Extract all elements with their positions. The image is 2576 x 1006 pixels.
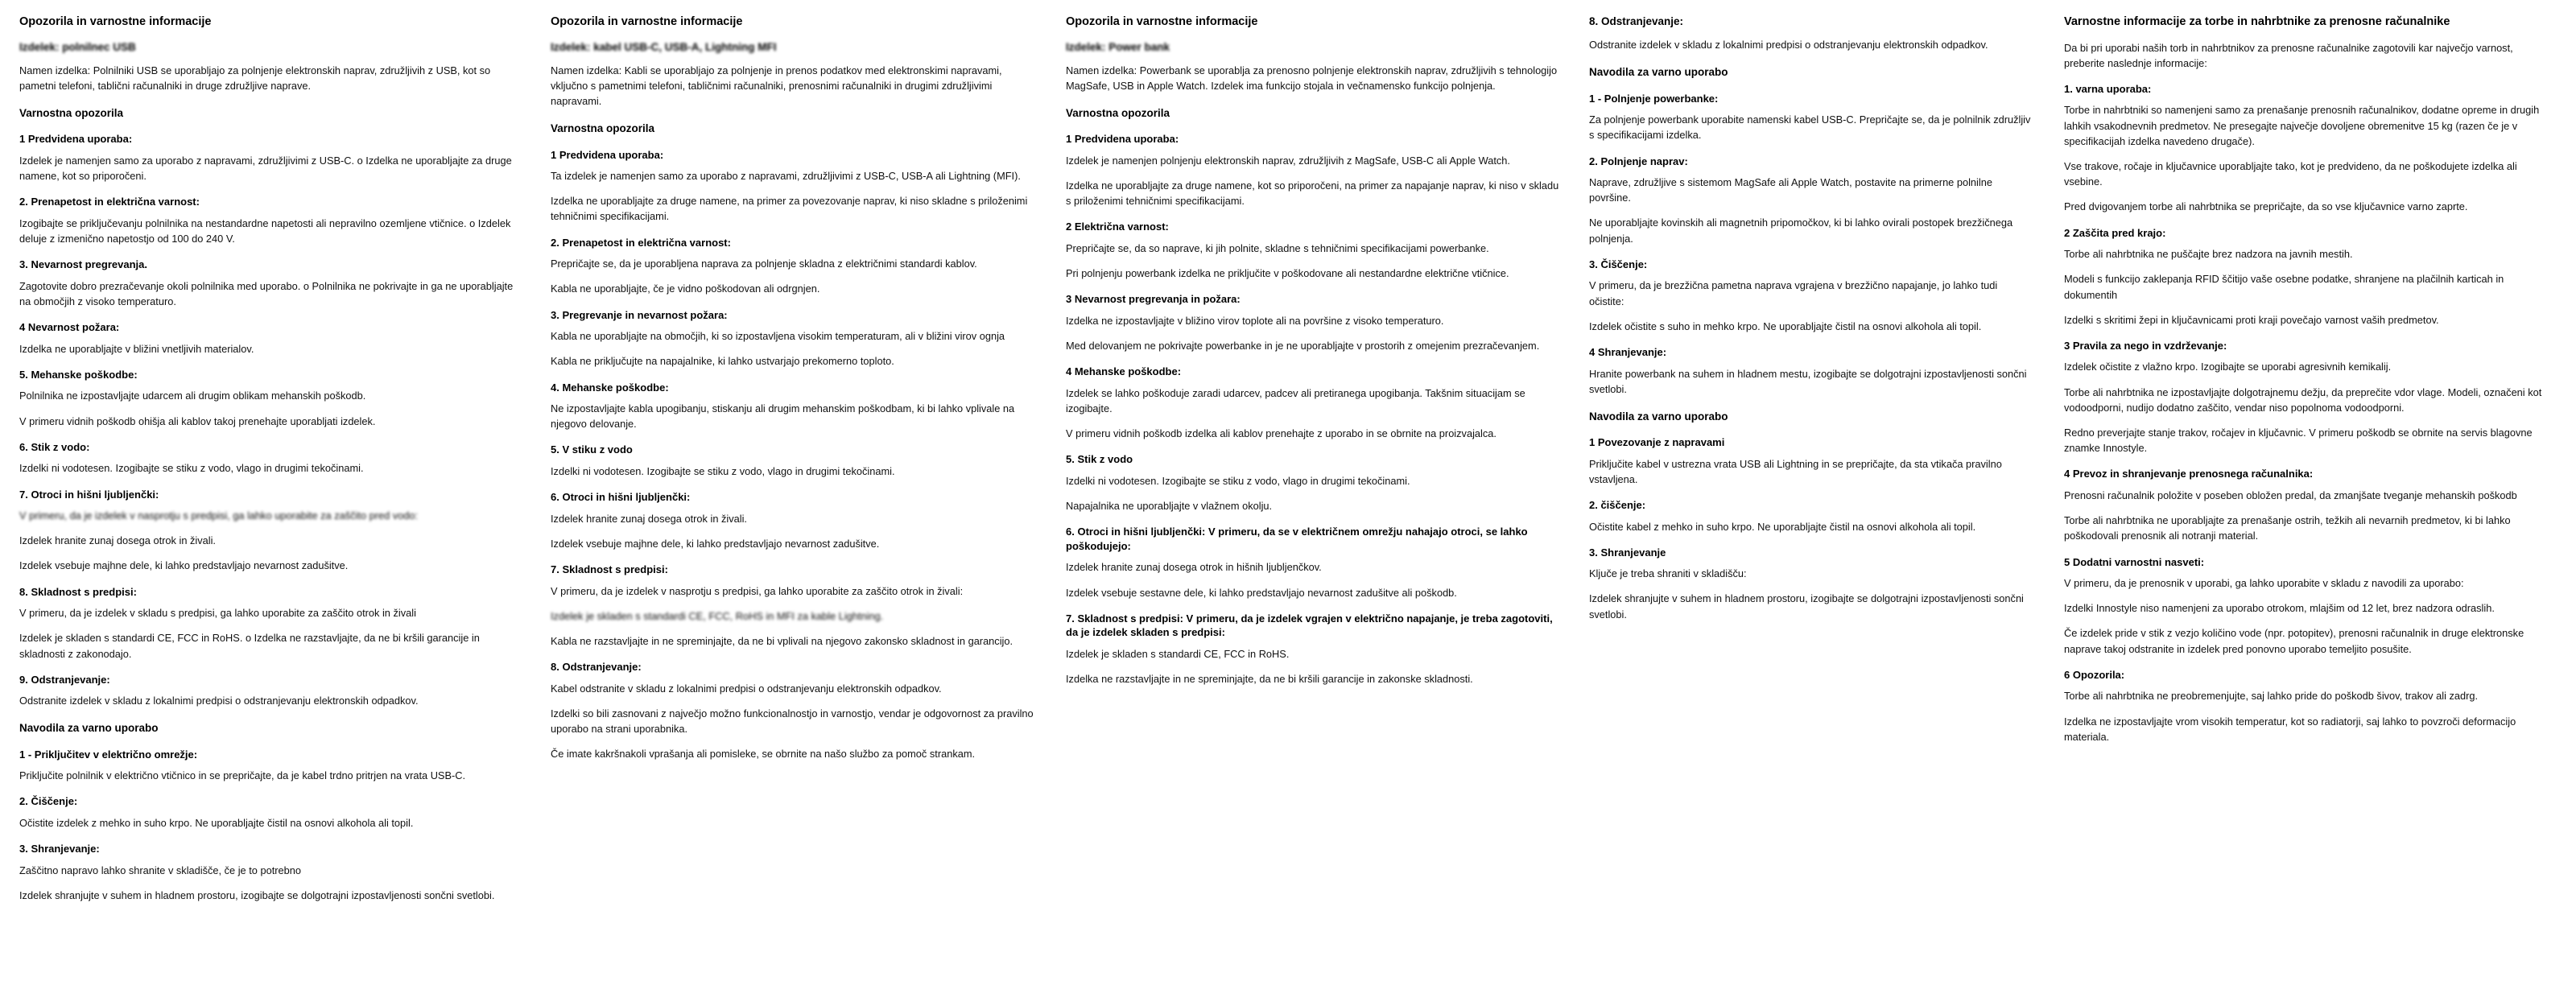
item-paragraph: Izdelka ne uporabljajte za druge namene, kot so priporočeni, na primer za napajanje naprav, ki niso v skladu s priloženimi tehničnimi specifikacijami.	[1066, 179, 1559, 208]
item-paragraph: Ključe je treba shraniti v skladišču:	[1589, 567, 1747, 580]
warning-item	[19, 368, 522, 429]
warning-item	[2064, 82, 2550, 215]
warning-item	[551, 381, 1037, 432]
item-paragraph: Torbe ali nahrbtnika ne preobremenjujte, saj lahko pride do poškodb šivov, trakov ali zadrg.	[2064, 690, 2479, 703]
item-heading: 4 Nevarnost požara:	[19, 321, 120, 334]
item-heading: 2. Čiščenje:	[19, 795, 78, 808]
usage-item	[1589, 92, 2035, 143]
item-paragraph: Torbe ali nahrbtnika ne puščajte brez nadzora na javnih mestih.	[2064, 248, 2353, 261]
intro-paragraph: Namen izdelka: Polnilniki USB se uporabljajo za polnjenje elektronskih naprav, združljivih z USB, kot so pametni telefoni, tablični računalniki in druge združljive naprave.	[19, 64, 491, 92]
item-paragraph: V primeru, da je prenosnik v uporabi, ga lahko uporabite v skladu z navodili za uporabo:	[2064, 577, 2464, 590]
warning-item	[19, 673, 522, 709]
item-paragraph: Ta izdelek je namenjen samo za uporabo z napravami, združljivimi z USB-C, USB-A ali Lightning (MFI).	[551, 170, 1021, 183]
item-heading: 2. Polnjenje naprav:	[1589, 155, 1688, 167]
item-paragraph: Izdelek hranite zunaj dosega otrok in živali.	[19, 534, 216, 547]
usage-item	[1589, 345, 2035, 397]
item-paragraph: Izdelka ne razstavljajte in ne spreminjajte, da ne bi kršili garancije in zakonske skladnosti.	[1066, 673, 1473, 686]
item-paragraph: Izdelki ni vodotesen. Izogibajte se stiku z vodo, vlago in drugimi tekočinami.	[551, 464, 895, 477]
usage-heading: Navodila za varno uporabo	[1589, 66, 1728, 79]
column-backpack	[2056, 14, 2571, 1006]
warning-item	[1066, 365, 1560, 441]
warning-item	[2064, 555, 2550, 657]
warning-item	[1066, 132, 1560, 208]
warning-item	[551, 443, 1037, 479]
item-heading: 1 Predvidena uporaba:	[551, 148, 664, 161]
item-paragraph: Pri polnjenju powerbank izdelka ne priključite v poškodovane ali nestandardne električne vtičnice.	[1066, 267, 1509, 280]
item-paragraph: Izdelka ne izpostavljajte v bližino virov toplote ali na površine z visoko temperaturo.	[1066, 314, 1444, 327]
item-paragraph: Izdelek vsebuje majhne dele, ki lahko predstavljajo nevarnost zadušitve.	[551, 537, 880, 550]
usage-item	[1589, 258, 2035, 334]
section-title: Varnostne informacije za torbe in nahrbtnike za prenosne računalnike	[2064, 15, 2450, 28]
item-paragraph: Vse trakove, ročaje in ključavnice uporabljajte tako, kot je predvideno, da ne poškodujete izdelka ali vsebine.	[2064, 160, 2517, 188]
item-paragraph: Izdelek je namenjen polnjenju elektronskih naprav, združljivih z MagSafe, USB-C ali Apple Watch.	[1066, 154, 1510, 167]
warnings-heading: Varnostna opozorila	[1066, 107, 1170, 120]
warning-item	[1066, 452, 1560, 513]
item-paragraph: Prepričajte se, da so naprave, ki jih polnite, skladne s tehničnimi specifikacijami powerbanke.	[1066, 242, 1489, 255]
usage-item	[1589, 498, 2035, 534]
item-paragraph: Kabel odstranite v skladu z lokalnimi predpisi o odstranjevanju elektronskih odpadkov.	[551, 682, 942, 695]
item-paragraph: Odstranite izdelek v skladu z lokalnimi predpisi o odstranjevanju elektronskih odpadkov.	[1589, 39, 1988, 52]
item-heading: 3 Pravila za nego in vzdrževanje:	[2064, 339, 2227, 352]
item-heading: 7. Skladnost s predpisi: V primeru, da je izdelek vgrajen v električno napajanje, je treba zagotoviti, da je izdelek skladen s predpisi:	[1066, 612, 1553, 639]
item-heading: 1 Predvidena uporaba:	[1066, 133, 1179, 146]
item-heading: 1. varna uporaba:	[2064, 82, 2152, 95]
warning-item	[1066, 612, 1560, 686]
item-heading: 9. Odstranjevanje:	[19, 673, 110, 686]
warning-item	[551, 660, 1037, 696]
item-paragraph: Izdelka ne uporabljajte v bližini vnetljivih materialov.	[19, 342, 254, 355]
warning-item	[2064, 339, 2550, 456]
item-heading: 5. Mehanske poškodbe:	[19, 368, 138, 381]
item-heading: 5. Stik z vodo	[1066, 453, 1133, 466]
item-paragraph: V primeru, da je izdelek v skladu s predpisi, ga lahko uporabite za zaščito otrok in živali	[19, 607, 416, 620]
item-paragraph: Izdelka ne izpostavljajte vrom visokih temperatur, kot so radiatorji, saj lahko to povzroči deformacijo materiala.	[2064, 715, 2516, 743]
footer-paragraph: Izdelki so bili zasnovani z največjo možno funkcionalnostjo in varnostjo, vendar je odgovornost za pravilno uporabo na strani uporabnika.	[551, 707, 1034, 736]
item-heading: 8. Odstranjevanje:	[1589, 15, 1684, 27]
item-heading: 2 Električna varnost:	[1066, 221, 1169, 233]
usage-heading: Navodila za varno uporabo	[19, 722, 159, 735]
warning-item	[19, 585, 522, 662]
item-paragraph: Modeli s funkcijo zaklepanja RFID ščitijo vaše osebne podatke, shranjene na plačilnih karticah in dokumentih	[2064, 273, 2504, 301]
item-paragraph: Izdelek vsebuje sestavne dele, ki lahko predstavljajo nevarnost zadušitve ali poškodb.	[1066, 586, 1457, 599]
item-paragraph: Izdelek vsebuje majhne dele, ki lahko predstavljajo nevarnost zadušitve.	[19, 559, 349, 572]
warning-item	[551, 308, 1037, 369]
item-paragraph: Zaščitno napravo lahko shranite v skladišče, če je to potrebno	[19, 864, 301, 876]
item-heading: 3. Shranjevanje:	[19, 843, 100, 856]
item-paragraph: Izdelek je namenjen samo za uporabo z napravami, združljivimi z USB-C. o Izdelka ne uporabljajte za druge namene, kot so priporočeni.	[19, 154, 512, 183]
warning-item	[19, 258, 522, 309]
item-paragraph: V primeru vidnih poškodb ohišja ali kablov takoj prenehajte uporabljati izdelek.	[19, 414, 376, 427]
item-paragraph: V primeru, da je izdelek v nasprotju s predpisi, ga lahko uporabite za zaščito otrok in živali:	[551, 584, 964, 597]
item-paragraph: Izdelek shranjujte v suhem in hladnem prostoru, izogibajte se dolgotrajni izpostavljenosti sončni svetlobi.	[1589, 592, 2024, 621]
warning-item	[19, 488, 522, 574]
item-paragraph: Torbe ali nahrbtnika ne izpostavljajte dolgotrajnemu dežju, da preprečite vdor vlage. Modeli, označeni kot vodoodporni, nudijo dodatno zaščito, vendar niso popolnoma vodoodporni.	[2064, 385, 2542, 414]
warning-item	[2064, 467, 2550, 543]
item-paragraph: Pred dvigovanjem torbe ali nahrbtnika se prepričajte, da so vse ključavnice varno zaprte.	[2064, 200, 2468, 213]
product-label: Izdelek: kabel USB-C, USB-A, Lightning MFI	[551, 40, 777, 53]
item-paragraph: Kabla ne uporabljajte na območjih, ki so izpostavljena visokim temperaturam, ali v bližini virov ognja	[551, 330, 1005, 343]
item-paragraph: Izdelki ni vodotesen. Izogibajte se stiku z vodo, vlago in drugimi tekočinami.	[19, 462, 364, 475]
warning-item	[551, 148, 1037, 225]
item-paragraph: Izdelek hranite zunaj dosega otrok in hišnih ljubljenčkov.	[1066, 561, 1322, 574]
item-paragraph: Prepričajte se, da je uporabljena naprava za polnjenje skladna z električnimi standardi kablov.	[551, 258, 977, 270]
usage-heading-2: Navodila za varno uporabo	[1589, 410, 1728, 423]
item-paragraph: Izdelki s skritimi žepi in ključavnicami proti kraji povečajo varnost vaših predmetov.	[2064, 313, 2439, 326]
item-paragraph: Izdelek shranjujte v suhem in hladnem prostoru, izogibajte se dolgotrajni izpostavljenosti sončni svetlobi.	[19, 888, 495, 901]
item-paragraph: Redno preverjajte stanje trakov, ročajev in ključavnic. V primeru poškodb se obrnite na servis blagovne znamke Innostyle.	[2064, 427, 2533, 455]
warning-item	[1589, 14, 2035, 52]
item-heading: 1 Predvidena uporaba:	[19, 133, 133, 146]
warning-item	[551, 490, 1037, 551]
item-heading: 3. Shranjevanje	[1589, 546, 1666, 559]
item-paragraph: Izdelek je skladen s standardi CE, FCC in RoHS. o Izdelka ne razstavljajte, da ne bi kršili garancije in skladnosti z zakonodajo.	[19, 632, 480, 660]
item-paragraph: Izdelek se lahko poškoduje zaradi udarcev, padcev ali pretiranega upogibanja. Takšnim situacijam se izogibajte.	[1066, 386, 1525, 415]
item-heading: 3. Čiščenje:	[1589, 258, 1648, 270]
usage-item	[1589, 155, 2035, 246]
warning-item	[2064, 226, 2550, 328]
item-heading: 8. Skladnost s predpisi:	[19, 585, 137, 598]
column-usb-cable	[543, 14, 1058, 1006]
item-paragraph: Izdelek je skladen s standardi CE, FCC in RoHS.	[1066, 647, 1290, 660]
item-heading: 6. Stik z vodo:	[19, 440, 90, 453]
item-paragraph: Ne izpostavljajte kabla upogibanju, stiskanju ali drugim mehanskim poškodbam, ki bi lahko vplivale na njegovo delovanje.	[551, 402, 1015, 431]
product-label: Izdelek: Power bank	[1066, 40, 1170, 53]
intro-paragraph: Namen izdelka: Powerbank se uporablja za prenosno polnjenje elektronskih naprav, združljivih s tehnologijo MagSafe, USB in Apple Watch. Izdelek ima funkcijo stojala in večnamensko funkcijo polnjenja.	[1066, 64, 1558, 92]
warnings-heading: Varnostna opozorila	[551, 122, 655, 135]
item-paragraph: V primeru, da je brezžična pametna naprava vgrajena v brezžično napajanje, jo lahko tudi očistite:	[1589, 279, 1998, 307]
usage-item	[19, 748, 522, 784]
item-heading: 1 Povezovanje z napravami	[1589, 436, 1725, 449]
warning-item	[2064, 668, 2550, 744]
item-paragraph: Polnilnika ne izpostavljajte udarcem ali drugim oblikam mehanskih poškodb.	[19, 390, 366, 402]
item-heading: 6. Otroci in hišni ljubljenčki:	[551, 491, 691, 504]
column-powerbank	[1058, 14, 1581, 1006]
item-paragraph: Izogibajte se priključevanju polnilnika na nestandardne napetosti ali nepravilno ozemljene vtičnice. o Izdelek deluje z izmenično napetostjo od 100 do 240 V.	[19, 216, 511, 245]
item-paragraph: Ne uporabljajte kovinskih ali magnetnih pripomočkov, ki bi lahko ovirali postopek brezžičnega polnjenja.	[1589, 216, 2013, 245]
item-heading: 7. Skladnost s predpisi:	[551, 563, 668, 576]
warning-item	[19, 132, 522, 183]
item-heading: 8. Odstranjevanje:	[551, 661, 642, 674]
item-paragraph: Napajalnika ne uporabljajte v vlažnem okolju.	[1066, 500, 1273, 513]
item-paragraph: Če izdelek pride v stik z vezjo količino vode (npr. potopitev), prenosni računalnik in druge elektronske naprave takoj odstranite in izdelek pred ponovno uporabo temeljito posušite.	[2064, 627, 2524, 655]
item-paragraph: Odstranite izdelek v skladu z lokalnimi predpisi o odstranjevanju elektronskih odpadkov.	[19, 695, 419, 707]
section-title: Opozorila in varnostne informacije	[551, 15, 743, 28]
column-usb-charger	[11, 14, 543, 1006]
usage-item	[1589, 546, 2035, 622]
item-paragraph: Naprave, združljive s sistemom MagSafe ali Apple Watch, postavite na primerne polnilne površine.	[1589, 176, 1992, 204]
warning-item	[19, 320, 522, 357]
item-paragraph-blurred: V primeru, da je izdelek v nasprotju s predpisi, ga lahko uporabite za zaščito pred vodo:	[19, 509, 419, 522]
warning-item	[551, 563, 1037, 649]
item-heading: 1 - Polnjenje powerbanke:	[1589, 92, 1719, 105]
item-paragraph: Izdelek očistite z vlažno krpo. Izogibajte se uporabi agresivnih kemikalij.	[2064, 361, 2392, 373]
item-paragraph: Torbe ali nahrbtnika ne uporabljajte za prenašanje ostrih, težkih ali nevarnih predmetov, ki bi lahko poškodovali prenosnik ali notranji material.	[2064, 514, 2511, 542]
item-heading: 2. Prenapetost in električna varnost:	[19, 196, 200, 208]
warnings-heading: Varnostna opozorila	[19, 107, 124, 120]
item-paragraph: Priključite polnilnik v električno vtičnico in se prepričajte, da je kabel trdno pritrjen na vrata USB-C.	[19, 769, 466, 782]
item-heading: 4. Mehanske poškodbe:	[551, 381, 669, 394]
product-label: Izdelek: polnilnec USB	[19, 40, 136, 53]
item-paragraph: Zagotovite dobro prezračevanje okoli polnilnika med uporabo. o Polnilnika ne pokrivajte in ga ne uporabljajte na območjih z visoko temperaturo.	[19, 279, 514, 307]
warning-item	[19, 440, 522, 476]
usage-item	[19, 842, 522, 903]
item-paragraph: Kabla ne razstavljajte in ne spreminjajte, da ne bi vplivali na njegovo zakonsko skladnost in garancijo.	[551, 635, 1013, 648]
item-heading: 2. čiščenje:	[1589, 499, 1646, 512]
item-paragraph: Očistite kabel z mehko in suho krpo. Ne uporabljajte čistil na osnovi alkohola ali topil.	[1589, 520, 1976, 533]
item-heading: 6. Otroci in hišni ljubljenčki: V primeru, da se v električnem omrežju nahajajo otroci, se lahko poškodujejo:	[1066, 526, 1528, 552]
item-paragraph: Kabla ne uporabljajte, če je vidno poškodovan ali odrgnjen.	[551, 282, 820, 295]
column-powerbank-usage	[1581, 14, 2056, 1006]
item-paragraph: Priključite kabel v ustrezna vrata USB ali Lightning in se prepričajte, da sta vtikača pravilno vstavljena.	[1589, 457, 2002, 485]
item-paragraph: Izdelek hranite zunaj dosega otrok in živali.	[551, 512, 747, 525]
item-paragraph: Očistite izdelek z mehko in suho krpo. Ne uporabljajte čistil na osnovi alkohola ali topil.	[19, 816, 414, 829]
item-paragraph: Izdelki ni vodotesen. Izogibajte se stiku z vodo, vlago in drugimi tekočinami.	[1066, 474, 1410, 487]
item-heading: 3. Pregrevanje in nevarnost požara:	[551, 308, 728, 321]
item-paragraph: V primeru vidnih poškodb izdelka ali kablov prenehajte z uporabo in se obrnite na proizvajalca.	[1066, 427, 1496, 440]
item-heading: 5. V stiku z vodo	[551, 443, 633, 456]
item-heading: 4 Shranjevanje:	[1589, 345, 1667, 358]
warning-item	[1066, 292, 1560, 353]
item-heading: 4 Prevoz in shranjevanje prenosnega računalnika:	[2064, 468, 2314, 480]
item-heading: 1 - Priključitev v električno omrežje:	[19, 748, 198, 761]
item-paragraph: Prenosni računalnik položite v poseben obložen predal, da zmanjšate tveganje mehanskih poškodb	[2064, 489, 2517, 501]
intro-paragraph: Da bi pri uporabi naših torb in nahrbtnikov za prenosne računalnike zagotovili kar največjo varnost, preberite naslednje informacije:	[2064, 41, 2513, 69]
item-paragraph: Torbe in nahrbtniki so namenjeni samo za prenašanje prenosnih računalnikov, dodatne opreme in drugih lahkih vsakodnevnih predmetov. Ne presegajte največje dovoljene obremenitve 15 kg (razen če je v specifikacijah izdelka navedeno drugače).	[2064, 104, 2540, 147]
item-paragraph: Med delovanjem ne pokrivajte powerbanke in je ne uporabljajte v prostorih z omejenim prezračevanjem.	[1066, 340, 1540, 353]
item-paragraph: Za polnjenje powerbank uporabite namenski kabel USB-C. Prepričajte se, da je polnilnik združljiv s specifikacijami izdelka.	[1589, 113, 2031, 142]
warning-item	[1066, 525, 1560, 600]
item-paragraph: Izdelki Innostyle niso namenjeni za uporabo otrokom, mlajšim od 12 let, brez nadzora odraslih.	[2064, 602, 2495, 615]
item-heading: 7. Otroci in hišni ljubljenčki:	[19, 488, 159, 501]
item-heading: 3 Nevarnost pregrevanja in požara:	[1066, 293, 1241, 306]
item-heading: 6 Opozorila:	[2064, 668, 2125, 681]
item-heading: 4 Mehanske poškodbe:	[1066, 365, 1182, 378]
warning-item	[1066, 220, 1560, 281]
section-title: Opozorila in varnostne informacije	[19, 15, 212, 28]
item-paragraph-blurred: Izdelek je skladen s standardi CE, FCC, RoHS in MFI za kable Lightning.	[551, 609, 884, 622]
section-title: Opozorila in varnostne informacije	[1066, 15, 1258, 28]
usage-item	[19, 794, 522, 831]
intro-paragraph: Namen izdelka: Kabli se uporabljajo za polnjenje in prenos podatkov med elektronskimi napravami, vključno s pametnimi telefoni, tabličnimi računalniki, prenosnimi računalniki in drugimi združljivimi napravami.	[551, 64, 1002, 108]
item-paragraph: Izdelka ne uporabljajte za druge namene, na primer za povezovanje naprav, ki niso skladne s priloženimi tehničnimi specifikacijami.	[551, 195, 1028, 223]
item-paragraph: Izdelek očistite s suho in mehko krpo. Ne uporabljajte čistil na osnovi alkohola ali topil.	[1589, 320, 1982, 332]
warning-item	[19, 195, 522, 246]
footer-paragraph: Če imate kakršnakoli vprašanja ali pomisleke, se obrnite na našo službo za pomoč strankam.	[551, 748, 976, 761]
warning-item	[551, 236, 1037, 297]
item-paragraph: Kabla ne priključujte na napajalnike, ki lahko ustvarjajo prekomerno toploto.	[551, 355, 894, 368]
item-heading: 2. Prenapetost in električna varnost:	[551, 236, 731, 249]
usage-item	[1589, 435, 2035, 487]
item-heading: 3. Nevarnost pregrevanja.	[19, 258, 147, 271]
item-heading: 5 Dodatni varnostni nasveti:	[2064, 555, 2205, 568]
item-paragraph: Hranite powerbank na suhem in hladnem mestu, izogibajte se dolgotrajni izpostavljenosti sončni svetlobi.	[1589, 367, 2027, 395]
item-heading: 2 Zaščita pred krajo:	[2064, 226, 2166, 239]
